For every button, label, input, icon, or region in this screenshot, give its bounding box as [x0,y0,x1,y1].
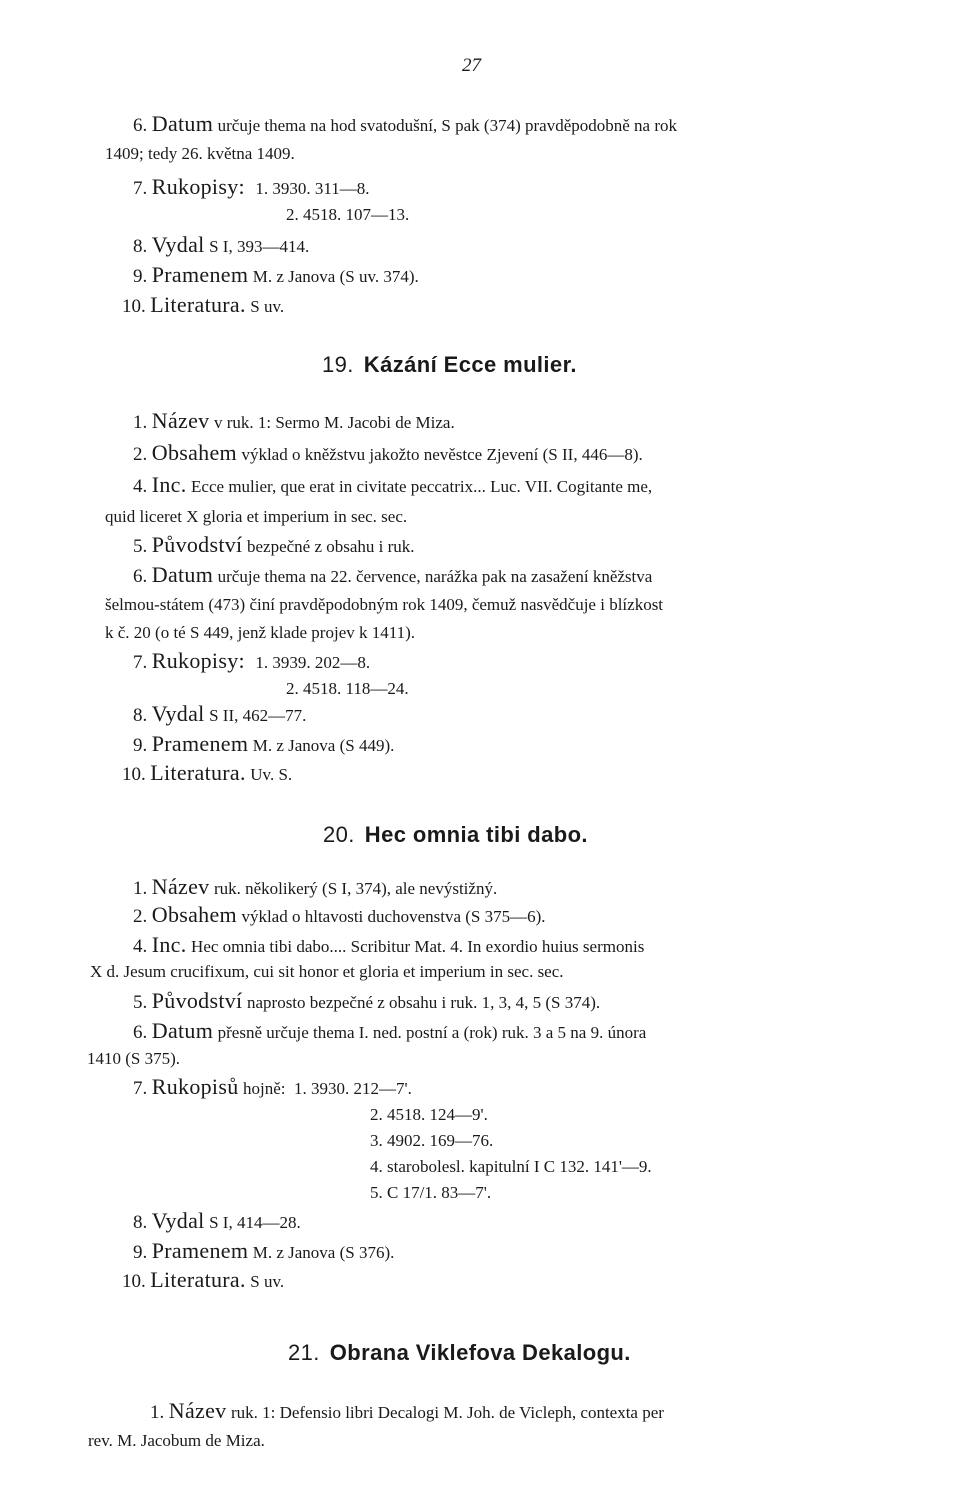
entry-obsahem [133,904,546,928]
entry-rukopisy [133,176,370,200]
entry-inc [133,474,652,498]
entry-label: Literatura. [150,1267,246,1292]
entry-literatura [122,1269,284,1293]
manuscript-2: 2. 4518. 107—13. [286,205,410,224]
entry-number: 6. [133,115,148,136]
entry-number: 10. [122,296,146,317]
entry-obsahem [133,442,643,466]
entry-label: Rukopisy: [151,174,245,199]
entry-continuation: 1409; tedy 26. května 1409. [105,144,295,163]
entry-number: 8. [133,1212,148,1233]
entry-text: S I, 393—414. [209,237,310,256]
entry-literatura [122,762,292,786]
entry-text: Ecce mulier, que erat in civitate peccatrix... Luc. VII. Cogitante me, [191,477,653,496]
entry-continuation: k č. 20 (o té S 449, jenž klade projev k 1411). [105,623,416,642]
entry-number: 8. [133,705,148,726]
entry-continuation: 1410 (S 375). [87,1049,181,1068]
entry-label: Literatura. [150,292,246,317]
entry-text: Hec omnia tibi dabo.... Scribitur Mat. 4. In exordio huius sermonis [191,937,645,956]
entry-number: 1. [133,878,148,899]
section-title: Obrana Viklefova Dekalogu. [329,1340,631,1365]
entry-label: Pramenem [151,262,249,287]
entry-label: Původství [151,532,243,557]
entry-text: M. z Janova (S 376). [252,1243,395,1262]
entry-label: Název [151,874,210,899]
entry-nazev [150,1400,664,1424]
entry-label: Rukopisy: [151,648,245,673]
manuscript-1: 1. 3939. 202—8. [255,653,371,672]
entry-vydal [133,234,309,258]
entry-number: 4. [133,476,148,497]
entry-label: Obsahem [151,902,237,927]
entry-number: 4. [133,936,148,957]
entry-text: naprosto bezpečné z obsahu i ruk. 1, 3, 4, 5 (S 374). [246,993,601,1012]
entry-text: bezpečné z obsahu i ruk. [246,537,415,556]
manuscript-1: 1. 3930. 311—8. [255,179,370,198]
entry-number: 6. [133,566,148,587]
manuscript-1: 1. 3930. 212—7'. [294,1079,412,1098]
section-title: Kázání Ecce mulier. [363,352,577,377]
entry-number: 9. [133,1242,148,1263]
entry-text: S uv. [250,297,285,316]
entry-number: 5. [133,992,148,1013]
entry-text: Uv. S. [250,765,293,784]
entry-text: výklad o kněžstvu jakožto nevěstce Zjevení (S II, 446—8). [241,445,643,464]
entry-label: Literatura. [150,760,246,785]
entry-text: hojně: [243,1079,286,1098]
entry-vydal [133,1210,301,1234]
section-number: 21. [288,1340,320,1365]
section-heading-19 [322,352,577,378]
entry-continuation: šelmou-státem (473) činí pravděpodobným rok 1409, čemuž nasvědčuje i blízkost [105,595,664,614]
entry-number: 5. [133,536,148,557]
entry-text: S I, 414—28. [209,1213,301,1232]
entry-label: Původství [151,988,243,1013]
entry-label: Inc. [151,472,187,497]
entry-text: S uv. [250,1272,285,1291]
entry-number: 10. [122,1271,146,1292]
entry-text: určuje thema na 22. července, narážka pak na zasažení kněžstva [217,567,653,586]
entry-pramenem [133,264,419,288]
entry-continuation: quid liceret X gloria et imperium in sec. sec. [105,507,408,526]
section-heading-20 [323,822,588,848]
entry-label: Pramenem [151,731,249,756]
entry-text: M. z Janova (S 449). [252,736,395,755]
page-number: 27 [462,55,481,76]
entry-number: 1. [133,412,148,433]
entry-nazev [133,410,455,434]
entry-label: Obsahem [151,440,237,465]
entry-nazev [133,876,497,900]
entry-datum [133,564,652,588]
entry-number: 10. [122,764,146,785]
entry-label: Vydal [151,701,205,726]
entry-number: 9. [133,266,148,287]
entry-label: Rukopisů [151,1074,239,1099]
entry-label: Vydal [151,1208,205,1233]
entry-number: 7. [133,178,148,199]
entry-datum [133,1020,646,1044]
entry-text: ruk. 1: Defensio libri Decalogi M. Joh. de Vicleph, contexta per [230,1403,664,1422]
manuscript-4: 4. starobolesl. kapitulní I C 132. 141'—9. [370,1157,652,1176]
manuscript-3: 3. 4902. 169—76. [370,1131,494,1150]
section-heading-21 [288,1340,631,1366]
entry-number: 1. [150,1402,165,1423]
entry-number: 8. [133,236,148,257]
entry-text: S II, 462—77. [209,706,307,725]
entry-number: 6. [133,1022,148,1043]
entry-rukopisy [133,650,370,674]
section-title: Hec omnia tibi dabo. [364,822,588,847]
entry-pramenem [133,1240,394,1264]
manuscript-5: 5. C 17/1. 83—7'. [370,1183,492,1202]
entry-label: Název [151,408,210,433]
entry-text: přesně určuje thema I. ned. postní a (rok) ruk. 3 a 5 na 9. února [217,1023,647,1042]
entry-puvodstvi [133,990,600,1014]
entry-text: M. z Janova (S uv. 374). [252,267,419,286]
entry-text: výklad o hltavosti duchovenstva (S 375—6). [241,907,546,926]
entry-label: Inc. [151,932,187,957]
section-number: 20. [323,822,355,847]
entry-label: Název [168,1398,227,1423]
entry-inc [133,934,644,958]
entry-label: Vydal [151,232,205,257]
entry-text: určuje thema na hod svatodušní, S pak (374) pravděpodobně na rok [217,116,677,135]
entry-text: v ruk. 1: Sermo M. Jacobi de Miza. [213,413,455,432]
entry-label: Datum [151,562,214,587]
entry-number: 2. [133,906,148,927]
entry-continuation: X d. Jesum crucifixum, cui sit honor et gloria et imperium in sec. sec. [90,962,564,981]
entry-datum [133,113,677,137]
entry-puvodstvi [133,534,415,558]
entry-vydal [133,703,306,727]
entry-continuation: rev. M. Jacobum de Miza. [88,1431,265,1450]
manuscript-2: 2. 4518. 118—24. [286,679,409,698]
entry-label: Datum [151,111,214,136]
entry-number: 2. [133,444,148,465]
entry-number: 7. [133,652,148,673]
entry-number: 7. [133,1078,148,1099]
entry-rukopisy [133,1076,412,1100]
entry-number: 9. [133,735,148,756]
entry-text: ruk. několikerý (S I, 374), ale nevýstižný. [213,879,498,898]
section-number: 19. [322,352,354,377]
entry-label: Datum [151,1018,214,1043]
entry-pramenem [133,733,394,757]
entry-literatura [122,294,284,318]
manuscript-2: 2. 4518. 124—9'. [370,1105,488,1124]
entry-label: Pramenem [151,1238,249,1263]
